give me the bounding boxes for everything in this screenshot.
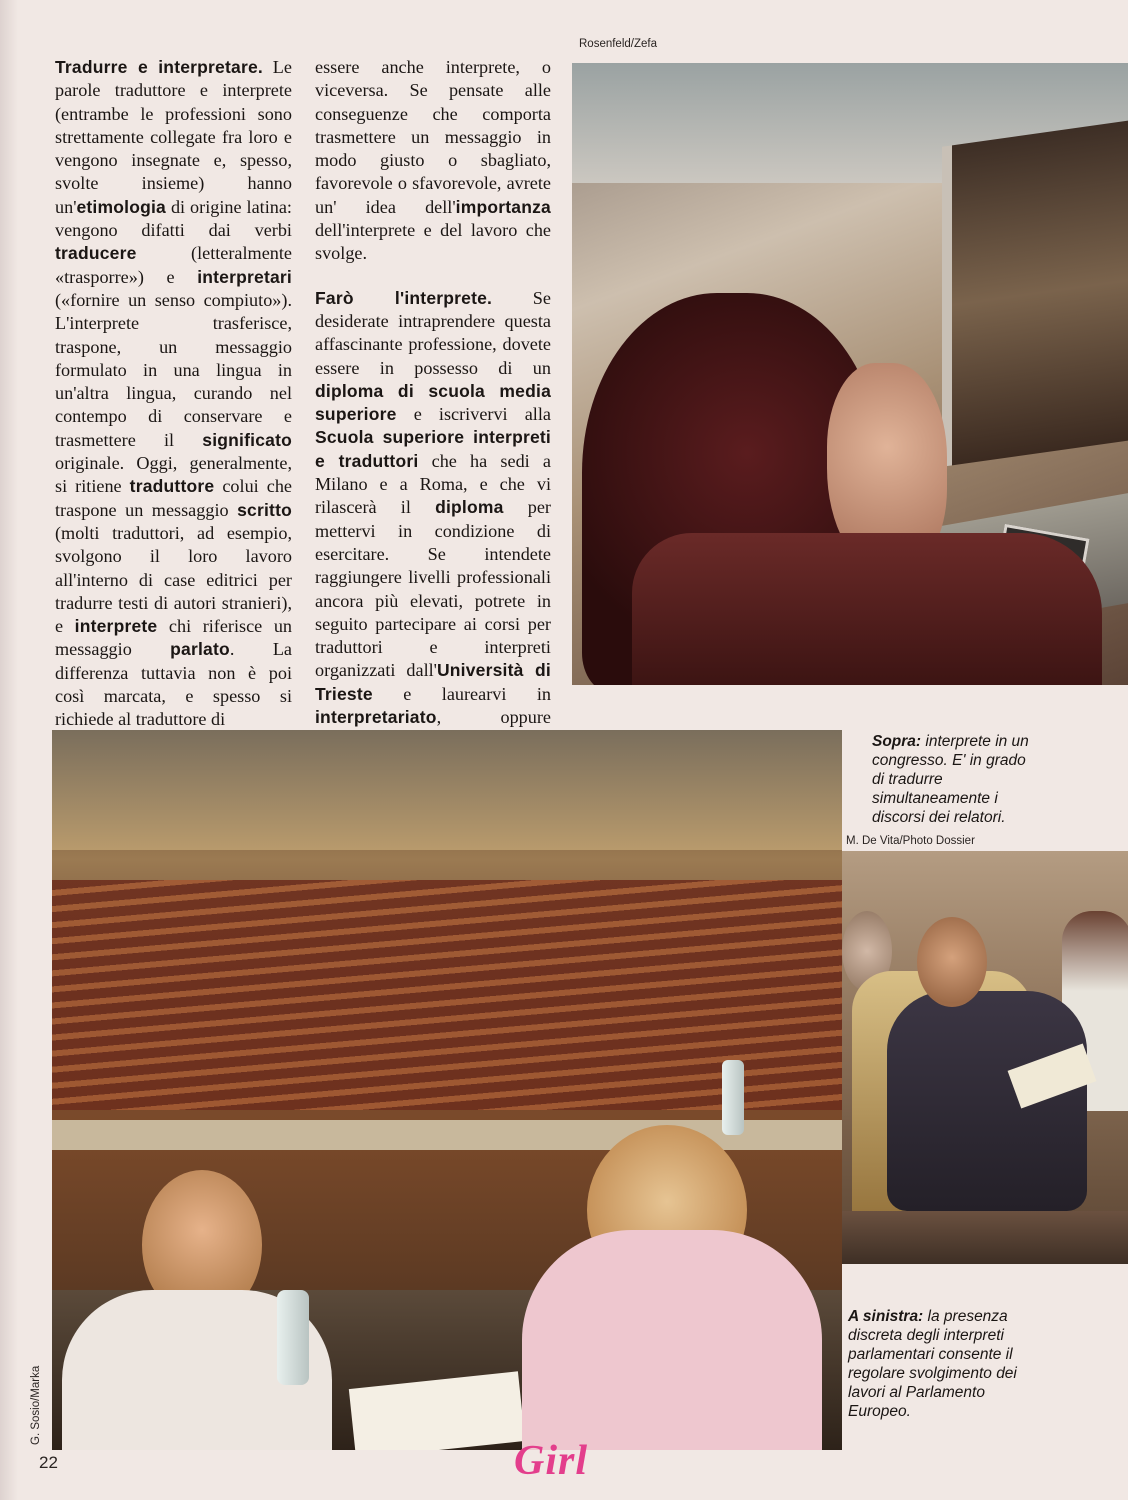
text-run: per mettervi in condizione di esercitare. Se intendete raggiungere livelli professionali ancora più elevati, potrete in seguito partecipare ai corsi per traduttori e interpreti organizzati dall' — [315, 497, 551, 681]
photo-credit-top: Rosenfeld/Zefa — [579, 38, 657, 50]
text-run: . La differenza tuttavia non è poi così marcata, e spesso si richiede al traduttore di — [55, 639, 292, 730]
bold-term: Tradurre e interpretare. — [55, 57, 263, 77]
bold-term: interpretariato — [315, 707, 437, 728]
bold-term: scritto — [237, 499, 292, 520]
text-run: che ha sedi a Milano e a Roma, e che vi rilascerà il — [315, 450, 551, 518]
bold-term: diploma — [435, 497, 504, 518]
paragraph-tradurre — [55, 56, 292, 732]
bold-term: parlato — [170, 639, 230, 660]
bold-term: traducere — [55, 243, 137, 264]
bold-term: interprete — [74, 616, 158, 637]
text-run: di origine latina: vengono difatti dai verbi — [55, 196, 292, 241]
text-run: («fornire un senso compiuto»). L'interprete trasferisce, traspone, un messaggio formulato in una lingua in un'altra lingua, curando nel contempo di conservare e trasmettere il — [55, 289, 292, 450]
photo-parliamentary-interpreters — [842, 851, 1128, 1264]
bold-term: diploma di scuola media superiore — [315, 380, 551, 425]
page-number: 22 — [39, 1453, 58, 1472]
photo-credit-right: M. De Vita/Photo Dossier — [846, 835, 975, 847]
text-run: e laurearvi in — [372, 683, 551, 704]
caption-bottom: A sinistra: la presenza discreta degli interpreti parlamentari consente il regolare svolgimento dei lavori al Parlamento Europeo. — [848, 1308, 1017, 1420]
magazine-logo: Girl — [514, 1438, 589, 1484]
text-run: (molti traduttori, ad esempio, svolgono il loro lavoro all'interno di case editrici per tradurre testi di autori stranieri), e — [55, 522, 292, 637]
text-run: originale. Oggi, generalmente, si ritiene — [55, 453, 292, 497]
bold-term: traduttore — [129, 476, 215, 497]
bold-term: Farò l'interprete. — [315, 287, 493, 308]
text-run: colui che traspone un messaggio — [55, 476, 292, 520]
bold-term: interpretari — [197, 266, 292, 287]
bold-term: significato — [202, 429, 292, 450]
article-column-2 — [315, 56, 551, 797]
bold-term: importanza — [455, 196, 551, 217]
bold-term: Università di Trieste — [315, 660, 551, 704]
bold-term: Scuola superiore interpreti e traduttori — [315, 427, 551, 471]
page-edge — [0, 0, 18, 1500]
paragraph-interprete — [315, 287, 551, 776]
text-run: , oppure — [436, 707, 551, 728]
text-run: Se desiderate intraprendere questa affascinante professione, dovete essere in possesso di un — [315, 287, 551, 378]
text-run: e iscrivervi alla — [396, 404, 551, 425]
photo-european-parliament — [52, 730, 842, 1450]
article-column-1 — [55, 56, 292, 753]
text-run: Le parole traduttore e interprete (entrambe le professioni sono strettamente collegate fra loro e vengono insegnate e, spesso, svolte insieme) hanno un' — [55, 57, 292, 217]
photo-credit-left: G. Sosio/Marka — [30, 1365, 42, 1445]
text-run: essere anche interprete, o viceversa. Se pensate alle conseguenze che comporta trasmettere un messaggio in modo giusto o sbagliato, favorevole o sfavorevole, avrete un' idea dell' — [315, 57, 551, 217]
bold-term: etimologia — [76, 196, 166, 217]
caption-top: Sopra: interprete in un congresso. E' in grado di tradurre simultaneamente i discorsi dei relatori. — [872, 733, 1029, 826]
text-run: dell'interprete e del lavoro che svolge. — [315, 220, 551, 264]
text-run: (letteralmente «trasporre») e — [55, 243, 292, 287]
paragraph-continuation — [315, 56, 551, 266]
text-run: chi riferisce un messaggio — [55, 616, 293, 660]
photo-interpreter-congress — [572, 63, 1128, 685]
